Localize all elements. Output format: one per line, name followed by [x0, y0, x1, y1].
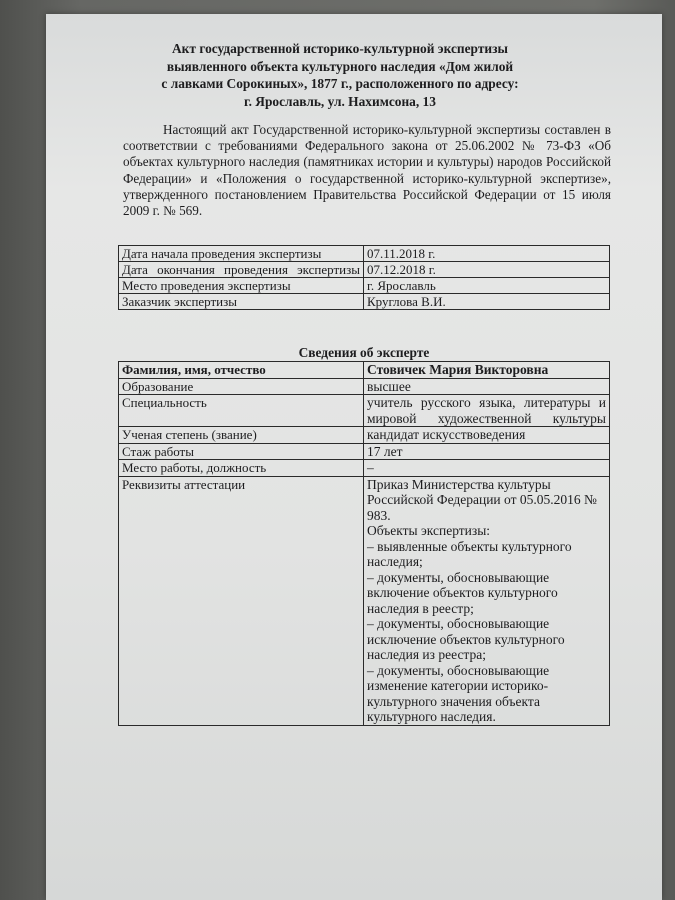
row-value: Круглова В.И.: [364, 294, 610, 310]
title-line: Акт государственной историко-культурной экспертизы: [172, 41, 508, 56]
row-value: г. Ярославль: [364, 278, 610, 294]
attestation-line: Объекты экспертизы:: [367, 523, 491, 538]
intro-text: Настоящий акт Государственной историко-культурной экспертизы составлен в соответствии с требованиями Федерального закона от 25.06.2002 № 73-ФЗ «Об объектах культурного наследия (памятниках истории и культуры) народов Российской Федерации» и «Положения о государственной историко-культурной экспертизе», утвержденного постановлением Правительства Российской Федерации от 15 июля 2009 г. № 569.: [123, 122, 611, 219]
row-label: Место работы, должность: [119, 460, 364, 477]
attestation-line: – документы, обосновывающие исключение объектов культурного наследия из реестра;: [367, 616, 565, 662]
row-value: 07.11.2018 г.: [364, 246, 610, 262]
title-line: выявленного объекта культурного наследия «Дом жилой: [166, 58, 514, 74]
table-row: [119, 427, 610, 444]
row-label: Реквизиты аттестации: [119, 476, 364, 725]
row-label: Дата начала проведения экспертизы: [119, 246, 364, 262]
table-row: [119, 294, 610, 310]
attestation-line: – документы, обосновывающие изменение категории историко-культурного значения объекта культурного наследия.: [367, 662, 550, 724]
document-title: [120, 40, 560, 110]
row-value: 07.12.2018 г.: [364, 262, 610, 278]
row-label: Стаж работы: [119, 443, 364, 460]
attestation-details: [364, 476, 610, 725]
row-value: –: [364, 460, 610, 477]
row-label: Ученая степень (звание): [119, 427, 364, 444]
title-line: с лавками Сорокиных», 1877 г., расположенного по адресу:: [161, 76, 519, 91]
table-row: [119, 476, 610, 725]
expertise-info-table: [118, 245, 610, 310]
row-value: учитель русского языка, литературы и мировой художественной культуры: [364, 395, 610, 427]
attestation-line: – документы, обосновывающие включение объектов культурного наследия в реестр;: [367, 569, 558, 616]
attestation-line: – выявленные объекты культурного наследия;: [367, 538, 572, 569]
table-row: [119, 443, 610, 460]
row-value: кандидат искусствоведения: [364, 427, 610, 444]
row-label: Дата окончания проведения экспертизы: [119, 262, 364, 278]
row-label: Место проведения экспертизы: [119, 278, 364, 294]
table-row: [119, 460, 610, 477]
header-label: Фамилия, имя, отчество: [119, 362, 364, 379]
expert-info-table: [118, 361, 610, 726]
table-row: [119, 278, 610, 294]
row-label: Заказчик экспертизы: [119, 294, 364, 310]
intro-paragraph: [123, 122, 611, 219]
table-row: [119, 246, 610, 262]
expert-section-caption: Сведения об эксперте: [298, 345, 430, 360]
table-row: [119, 378, 610, 395]
header-value: Стовичек Мария Викторовна: [364, 362, 610, 379]
row-label: Специальность: [119, 395, 364, 427]
row-value: 17 лет: [364, 443, 610, 460]
title-line: г. Ярославль, ул. Нахимсона, 13: [244, 93, 436, 109]
table-header-row: [119, 362, 610, 379]
row-label: Образование: [119, 378, 364, 395]
attestation-line: Приказ Министерства культуры Российской Федерации от 05.05.2016 № 983.: [367, 476, 597, 523]
row-value: высшее: [364, 378, 610, 395]
table-row: [119, 395, 610, 427]
table-row: [119, 262, 610, 278]
